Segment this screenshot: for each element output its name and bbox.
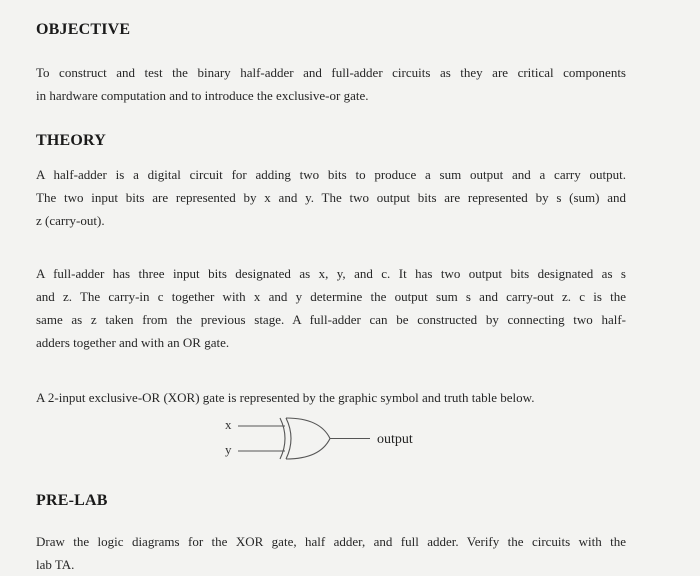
xor-output-label: output xyxy=(377,432,413,447)
theory-p2-line-1: A full-adder has three input bits designated as x, y, and c. It has two output bits designated as s xyxy=(36,266,626,281)
prelab-line-2: lab TA. xyxy=(36,557,75,572)
objective-heading: OBJECTIVE xyxy=(36,21,131,38)
objective-paragraph xyxy=(36,61,626,107)
theory-paragraph-2 xyxy=(36,262,626,354)
theory-heading: THEORY xyxy=(36,132,106,149)
theory-paragraph-3 xyxy=(36,386,626,409)
theory-p1-line-1: A half-adder is a digital circuit for adding two bits to produce a sum output and a carry output. xyxy=(36,167,626,182)
objective-line-1: To construct and test the binary half-adder and full-adder circuits as they are critical components xyxy=(36,65,626,80)
xor-input-y-label: y xyxy=(225,442,232,457)
prelab-heading: PRE-LAB xyxy=(36,492,108,509)
objective-line-2: in hardware computation and to introduce the exclusive-or gate. xyxy=(36,88,369,103)
xor-gate-symbol-icon xyxy=(238,418,370,459)
theory-p3-line-1: A 2-input exclusive-OR (XOR) gate is represented by the graphic symbol and truth table below. xyxy=(36,390,535,405)
theory-p1-line-2: The two input bits are represented by x and y. The two output bits are represented by s (sum) and xyxy=(36,190,626,205)
xor-gate-figure xyxy=(220,410,450,470)
prelab-line-1: Draw the logic diagrams for the XOR gate, half adder, and full adder. Verify the circuits with the xyxy=(36,534,626,549)
theory-p2-line-2: and z. The carry-in c together with x and y determine the output sum s and carry-out z. c is the xyxy=(36,289,626,304)
theory-p2-line-4: adders together and with an OR gate. xyxy=(36,335,230,350)
theory-p2-line-3: same as z taken from the previous stage. A full-adder can be constructed by connecting two half- xyxy=(36,312,626,327)
xor-input-curve xyxy=(286,418,291,459)
theory-paragraph-1 xyxy=(36,163,626,232)
xor-extra-input-curve xyxy=(280,418,285,459)
theory-p1-line-3: z (carry-out). xyxy=(36,213,105,228)
xor-body-curve xyxy=(286,418,330,459)
prelab-paragraph xyxy=(36,530,626,576)
xor-input-x-label: x xyxy=(225,417,232,432)
